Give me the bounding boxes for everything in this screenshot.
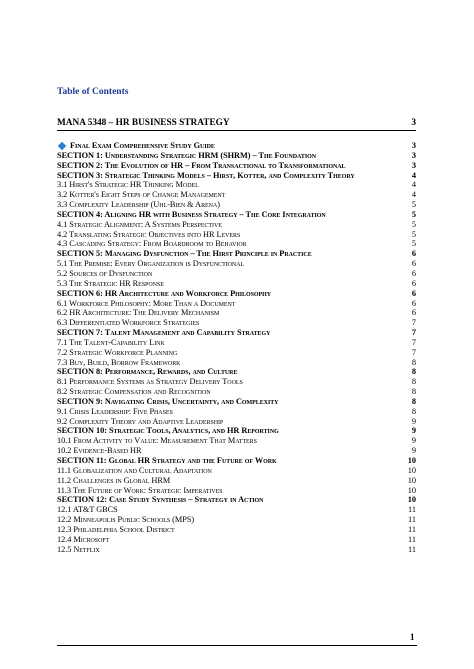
toc-entry-page: 6 <box>411 278 416 288</box>
toc-entry-page: 3 <box>411 141 416 150</box>
toc-section-entry[interactable] <box>57 249 416 259</box>
toc-entry-page: 6 <box>411 308 416 318</box>
toc-entry-page: 10 <box>407 456 416 465</box>
toc-entry-label <box>57 387 402 397</box>
toc-entry-page: 11 <box>408 505 416 515</box>
toc-subsection-entry[interactable] <box>57 358 416 368</box>
toc-entry-label <box>57 436 402 446</box>
toc-entry-label <box>57 230 402 240</box>
toc-subsection-entry[interactable] <box>57 269 416 279</box>
toc-entry-page: 9 <box>411 446 416 456</box>
toc-section-entry[interactable] <box>57 367 416 377</box>
toc-section-entry[interactable] <box>57 210 416 220</box>
toc-entry-page: 11 <box>408 544 416 554</box>
toc-entry-label <box>57 200 402 210</box>
toc-entry-label <box>57 180 402 190</box>
toc-entry-label <box>57 249 402 259</box>
toc-entry-text: SECTION 1: Understanding Strategic HRM (SHRM) – The Foundation <box>57 150 317 160</box>
footer-divider <box>57 645 417 646</box>
toc-subsection-entry[interactable] <box>57 446 416 456</box>
toc-subsection-entry[interactable] <box>57 545 416 555</box>
toc-entry-label <box>57 348 402 358</box>
toc-entry-label <box>57 308 402 318</box>
toc-entry-text: SECTION 6: HR Architecture and Workforce Philosophy <box>57 288 272 298</box>
toc-entry-label <box>57 486 402 496</box>
toc-entry-text: 6.2 HR Architecture: The Delivery Mechanism <box>57 308 220 318</box>
toc-entry-text: 8.2 Strategic Compensation and Recognition <box>57 387 211 397</box>
toc-entry-text: 3.2 Kotter's Eight Steps of Change Management <box>57 190 226 200</box>
toc-subsection-entry[interactable] <box>57 220 416 230</box>
toc-entry-label <box>57 171 402 181</box>
toc-subsection-entry[interactable] <box>57 259 416 269</box>
toc-entry-text: 4.3 Cascading Strategy: From Boardroom to Behavior <box>57 239 247 249</box>
toc-entry-page: 6 <box>411 259 416 269</box>
toc-subsection-entry[interactable] <box>57 230 416 240</box>
toc-entry-text: 11.1 Globalization and Cultural Adaptation <box>57 465 212 475</box>
toc-entry-label <box>57 515 402 525</box>
toc-entry-page: 9 <box>411 426 416 436</box>
toc-entry-text: Final Exam Comprehensive Study Guide <box>70 141 215 150</box>
toc-section-entry[interactable] <box>57 171 416 181</box>
toc-entry-text: 5.1 The Premise: Every Organization is Dysfunctional <box>57 259 245 269</box>
toc-section-entry[interactable] <box>57 328 416 338</box>
toc-entry-page: 4 <box>411 170 416 180</box>
toc-subsection-entry[interactable] <box>57 299 416 309</box>
toc-entry-text: 11.2 Challenges in Global HRM <box>57 475 171 485</box>
toc-entry-page: 10 <box>407 475 416 485</box>
toc-entry-page: 6 <box>411 298 416 308</box>
toc-subsection-entry[interactable] <box>57 535 416 545</box>
toc-entry-text: 6.1 Workforce Philosophy: More Than a Document <box>57 298 236 308</box>
toc-entry-text: SECTION 10: Strategic Tools, Analytics, and HR Reporting <box>57 426 279 436</box>
toc-entry-label <box>57 161 402 171</box>
toc-subsection-entry[interactable] <box>57 387 416 397</box>
toc-subsection-entry[interactable] <box>57 486 416 496</box>
toc-section-entry[interactable] <box>57 397 416 407</box>
toc-entry-text: 8.1 Performance Systems as Strategy Delivery Tools <box>57 377 243 387</box>
toc-entry-label <box>57 417 402 427</box>
toc-subsection-entry[interactable] <box>57 466 416 476</box>
toc-course-heading[interactable] <box>57 117 416 131</box>
toc-entry-page: 5 <box>411 200 416 210</box>
toc-entry-page: 8 <box>411 387 416 397</box>
toc-entry-page: 4 <box>411 180 416 190</box>
toc-section-entry[interactable] <box>57 151 416 161</box>
toc-subsection-entry[interactable] <box>57 407 416 417</box>
toc-entry-text: SECTION 4: Aligning HR with Business Strategy – The Core Integration <box>57 209 326 219</box>
toc-entry-text: SECTION 12: Case Study Synthesis – Strategy in Action <box>57 495 264 505</box>
toc-entry-page: 9 <box>411 416 416 426</box>
toc-entry-text: 5.3 The Strategic HR Response <box>57 278 164 288</box>
toc-subsection-entry[interactable] <box>57 505 416 515</box>
toc-entry-text: SECTION 8: Performance, Rewards, and Culture <box>57 367 238 377</box>
toc-entry-page: 11 <box>408 524 416 534</box>
toc-section-entry[interactable] <box>57 456 416 466</box>
toc-subsection-entry[interactable] <box>57 308 416 318</box>
toc-entry-label <box>57 289 402 299</box>
toc-title: Table of Contents <box>57 87 129 97</box>
toc-entry-text: 9.2 Complexity Theory and Adaptive Leadership <box>57 416 224 426</box>
toc-entry-label <box>57 456 402 466</box>
toc-section-entry[interactable] <box>57 161 416 171</box>
toc-entry-page: 5 <box>411 219 416 229</box>
toc-entry-text: 3.1 Hirst's Strategic HR Thinking Model <box>57 180 199 190</box>
toc-section-entry[interactable] <box>57 289 416 299</box>
toc-entry-page: 8 <box>411 367 416 377</box>
toc-subsection-entry[interactable] <box>57 239 416 249</box>
toc-subsection-entry[interactable] <box>57 348 416 358</box>
toc-entry-page: 5 <box>411 239 416 249</box>
toc-entry-label <box>57 259 402 269</box>
toc-entry-label <box>57 141 402 151</box>
toc-entry-text: SECTION 2: The Evolution of HR – From Transactional to Transformational <box>57 160 346 170</box>
toc-entry-text: SECTION 5: Managing Dysfunction – The Hirst Principle in Practice <box>57 249 312 259</box>
toc-entry-page: 7 <box>411 318 416 328</box>
toc-subsection-entry[interactable] <box>57 417 416 427</box>
toc-section-entry[interactable] <box>57 426 416 436</box>
toc-entry-label <box>57 466 402 476</box>
toc-entry-text: 10.1 From Activity to Value: Measurement That Matters <box>57 436 257 446</box>
toc-entry-label <box>57 318 402 328</box>
toc-subsection-entry[interactable] <box>57 515 416 525</box>
diamond-icon <box>58 141 66 149</box>
toc-entry-page: 7 <box>411 328 416 338</box>
toc-entry-label <box>57 279 402 289</box>
toc-entry-label <box>57 495 402 505</box>
toc-entry-text: 4.2 Translating Strategic Objectives into HR Levers <box>57 229 241 239</box>
toc-subsection-entry[interactable] <box>57 318 416 328</box>
toc-entry-text: SECTION 3: Strategic Thinking Models – Hirst, Kotter, and Complexity Theory <box>57 170 355 180</box>
toc-entry-text: 5.2 Sources of Dysfunction <box>57 268 153 278</box>
toc-entry-label <box>57 505 402 515</box>
toc-section-entry[interactable] <box>57 495 416 505</box>
toc-entry-label <box>57 535 402 545</box>
toc-subsection-entry[interactable] <box>57 338 416 348</box>
toc-entry-text: 11.3 The Future of Work: Strategic Imperatives <box>57 485 223 495</box>
course-title: MANA 5348 – HR BUSINESS STRATEGY <box>57 118 230 128</box>
toc-subsection-entry[interactable] <box>57 525 416 535</box>
toc-subsection-entry[interactable] <box>57 190 416 200</box>
toc-entry-label <box>57 545 402 555</box>
toc-entry-page: 5 <box>411 229 416 239</box>
toc-section-entry[interactable] <box>57 141 416 151</box>
toc-entry-label <box>57 446 402 456</box>
toc-entry-text: 12.4 Microsoft <box>57 534 110 544</box>
toc-entry-label <box>57 151 402 161</box>
course-page: 3 <box>411 118 416 128</box>
toc-entry-label <box>57 338 402 348</box>
toc-entry-text: 7.3 Buy, Build, Borrow Framework <box>57 357 181 367</box>
toc-entry-text: 9.1 Crisis Leadership: Five Phases <box>57 406 173 416</box>
toc-entry-page: 9 <box>411 436 416 446</box>
toc-entry-text: SECTION 7: Talent Management and Capability Strategy <box>57 328 271 338</box>
toc-entry-label <box>57 299 402 309</box>
toc-entry-label <box>57 358 402 368</box>
toc-entry-label <box>57 397 402 407</box>
toc-entry-page: 10 <box>407 495 416 505</box>
table-of-contents <box>57 117 416 554</box>
page-number: 1 <box>410 632 415 642</box>
toc-entry-page: 3 <box>411 150 416 160</box>
toc-entry-page: 7 <box>411 347 416 357</box>
toc-entry-label <box>57 220 402 230</box>
toc-subsection-entry[interactable] <box>57 279 416 289</box>
toc-entry-label <box>57 269 402 279</box>
toc-entry-page: 6 <box>411 249 416 259</box>
toc-subsection-entry[interactable] <box>57 436 416 446</box>
toc-entry-text: 7.1 The Talent-Capability Link <box>57 337 165 347</box>
toc-entry-text: SECTION 9: Navigating Crisis, Uncertainty, and Complexity <box>57 396 279 406</box>
toc-subsection-entry[interactable] <box>57 180 416 190</box>
toc-entry-page: 11 <box>408 534 416 544</box>
toc-entry-label <box>57 377 402 387</box>
toc-entry-text: 6.3 Differentiated Workforce Strategies <box>57 318 200 328</box>
toc-entry-label <box>57 190 402 200</box>
toc-entry-label <box>57 328 402 338</box>
toc-subsection-entry[interactable] <box>57 476 416 486</box>
toc-entry-page: 7 <box>411 337 416 347</box>
toc-entry-page: 8 <box>411 406 416 416</box>
toc-entry-text: SECTION 11: Global HR Strategy and the Future of Work <box>57 456 277 465</box>
toc-subsection-entry[interactable] <box>57 377 416 387</box>
toc-entry-label <box>57 426 402 436</box>
toc-entry-page: 8 <box>411 377 416 387</box>
toc-entry-text: 12.5 Netflix <box>57 544 100 554</box>
toc-entry-page: 5 <box>411 209 416 219</box>
toc-entry-page: 6 <box>411 288 416 298</box>
toc-entry-label <box>57 210 402 220</box>
toc-entry-page: 10 <box>407 465 416 475</box>
toc-entry-page: 3 <box>411 160 416 170</box>
toc-entry-text: 12.3 Philadelphia School District <box>57 524 175 534</box>
toc-entry-page: 8 <box>411 396 416 406</box>
toc-entry-label <box>57 367 402 377</box>
toc-entry-label <box>57 407 402 417</box>
toc-entry-text: 10.2 Evidence-Based HR <box>57 446 142 456</box>
toc-entry-text: 3.3 Complexity Leadership (Uhl-Bien & Arena) <box>57 200 220 210</box>
toc-list <box>57 141 416 554</box>
toc-entry-text: 7.2 Strategic Workforce Planning <box>57 347 178 357</box>
toc-entry-page: 6 <box>411 268 416 278</box>
toc-entry-text: 12.1 AT&T GBCS <box>57 505 118 515</box>
toc-entry-page: 4 <box>411 190 416 200</box>
toc-subsection-entry[interactable] <box>57 200 416 210</box>
toc-entry-page: 10 <box>407 485 416 495</box>
toc-entry-page: 11 <box>408 515 416 525</box>
toc-entry-page: 8 <box>411 357 416 367</box>
toc-entry-text: 4.1 Strategic Alignment: A Systems Perspective <box>57 219 222 229</box>
toc-entry-label <box>57 525 402 535</box>
toc-entry-label <box>57 239 402 249</box>
toc-entry-text: 12.2 Minneapolis Public Schools (MPS) <box>57 515 195 525</box>
toc-entry-label <box>57 476 402 486</box>
